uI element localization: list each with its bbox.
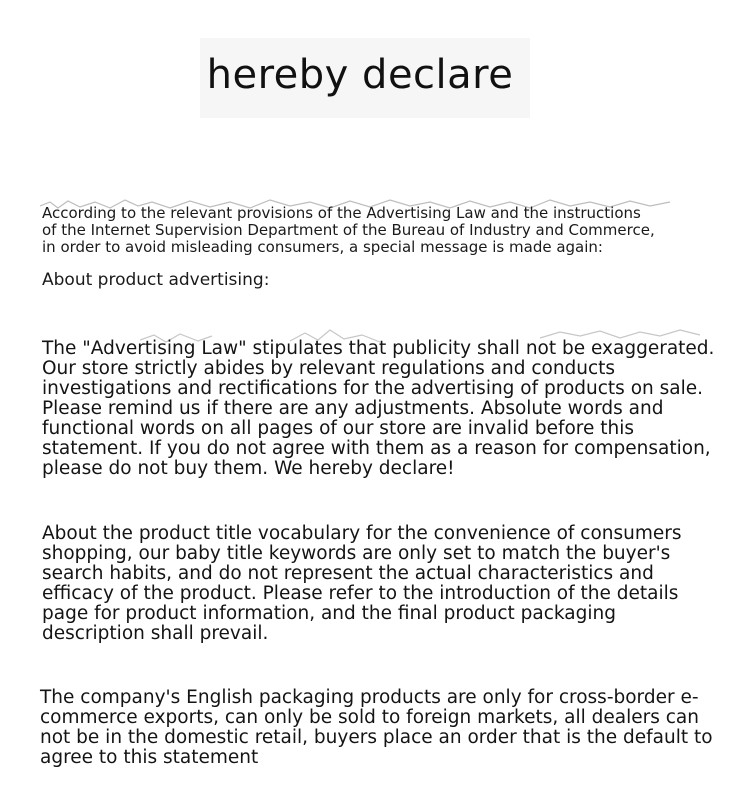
export-statement-paragraph bbox=[40, 688, 720, 768]
intro-line: According to the relevant provisions of the Advertising Law and the instructions bbox=[42, 204, 641, 222]
paragraph-line: agree to this statement bbox=[40, 747, 259, 768]
paragraph-line: The company's English packaging products are only for cross-border e- bbox=[40, 687, 699, 708]
advertising-law-paragraph bbox=[42, 339, 722, 479]
paragraph-line: not be in the domestic retail, buyers place an order that is the default to bbox=[40, 727, 713, 748]
paragraph-line: shopping, our baby title keywords are only set to match the buyer's bbox=[42, 543, 671, 564]
intro-line: in order to avoid misleading consumers, a special message is made again: bbox=[42, 238, 603, 256]
paragraph-line: The "Advertising Law" stipulates that publicity shall not be exaggerated. bbox=[42, 338, 715, 359]
paragraph-line: search habits, and do not represent the actual characteristics and bbox=[42, 563, 654, 584]
paragraph-line: page for product information, and the final product packaging bbox=[42, 603, 616, 624]
intro-statement bbox=[42, 205, 712, 256]
paragraph-line: investigations and rectifications for the advertising of products on sale. bbox=[42, 378, 703, 399]
paragraph-line: Our store strictly abides by relevant regulations and conducts bbox=[42, 358, 616, 379]
paragraph-line: please do not buy them. We hereby declare! bbox=[42, 458, 455, 479]
paragraph-line: description shall prevail. bbox=[42, 623, 269, 644]
product-title-paragraph bbox=[42, 524, 722, 644]
section-heading: About product advertising: bbox=[42, 270, 270, 290]
page-title: hereby declare bbox=[206, 52, 514, 98]
paragraph-line: statement. If you do not agree with them as a reason for compensation, bbox=[42, 438, 711, 459]
paragraph-line: Please remind us if there are any adjustments. Absolute words and bbox=[42, 398, 664, 419]
paragraph-line: efficacy of the product. Please refer to the introduction of the details bbox=[42, 583, 679, 604]
paragraph-line: functional words on all pages of our store are invalid before this bbox=[42, 418, 635, 439]
intro-line: of the Internet Supervision Department of the Bureau of Industry and Commerce, bbox=[42, 221, 655, 239]
paragraph-line: About the product title vocabulary for the convenience of consumers bbox=[42, 523, 682, 544]
paragraph-line: commerce exports, can only be sold to foreign markets, all dealers can bbox=[40, 707, 699, 728]
